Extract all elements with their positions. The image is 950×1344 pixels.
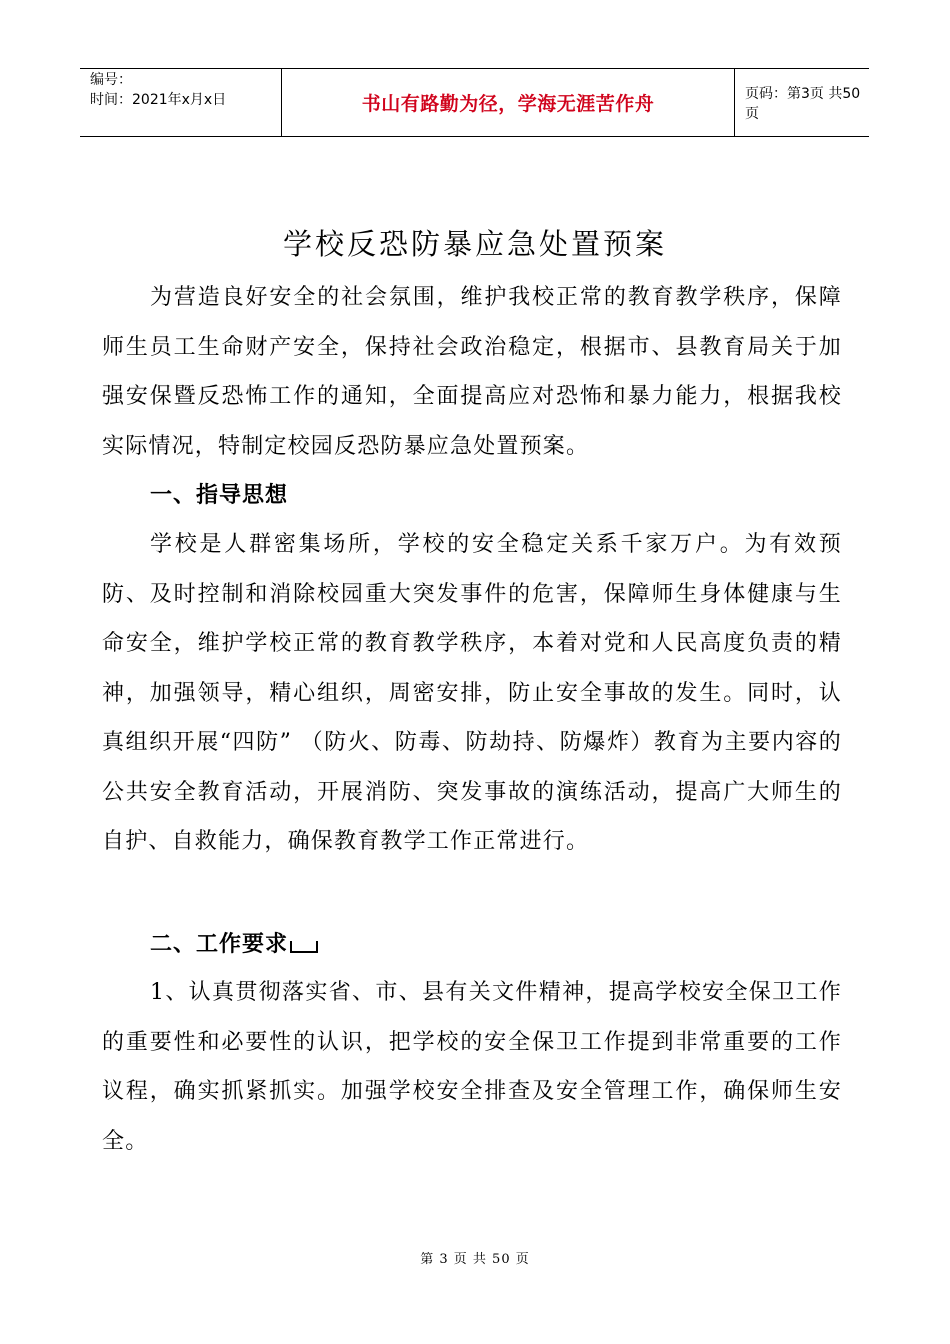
motto-text: 书山有路勤为径，学海无涯苦作舟 <box>361 93 655 115</box>
intro-paragraph: 为营造良好安全的社会氛围，维护我校正常的教育教学秩序，保障师生员工生命财产安全，保持社会政治稳定，根据市、县教育局关于加强安保暨反恐怖工作的通知，全面提高应对恐怖和暴力能力，根据我校实际情况，特制定校园反恐防暴应急处置预案。 <box>102 285 842 459</box>
section-heading-2-text: 二、工作要求 <box>150 932 289 957</box>
section-2-item-1: 1、认真贯彻落实省、市、县有关文件精神，提高学校安全保卫工作的重要性和必要性的认识，把学校的安全保卫工作提到非常重要的工作议程，确实抓紧抓实。加强学校安全排查及安全管理工作，确保师生安全。 <box>102 980 842 1154</box>
section-heading-1 <box>150 478 288 509</box>
header-page-cell <box>735 69 869 136</box>
header-motto-cell <box>281 69 735 136</box>
page-footer: 第 3 页 共 50 页 <box>420 1252 530 1267</box>
header-page-label: 页码：第3页 共50页 <box>745 85 861 122</box>
header-meta-cell <box>80 69 280 136</box>
paragraph-mark-icon <box>290 941 318 953</box>
section-heading-1-text: 一、指导思想 <box>150 483 289 508</box>
document-number-label: 编号： <box>90 72 132 88</box>
header-table <box>80 68 869 137</box>
section-1-paragraph: 学校是人群密集场所，学校的安全稳定关系千家万户。为有效预防、及时控制和消除校园重大突发事件的危害，保障师生身体健康与生命安全，维护学校正常的教育教学秩序，本着对党和人民高度负责的精神，加强领导，精心组织，周密安排，防止安全事故的发生。同时，认真组织开展“四防” （防火、防毒、防劫持、防爆炸）教育为主要内容的公共安全教育活动，开展消防、突发事故的演练活动，提高广大师生的自护、自救能力，确保教育教学工作正常进行。 <box>102 532 842 854</box>
document-title: 学校反恐防暴应急处置预案 <box>282 227 667 261</box>
document-time-label: 时间：2021年x月x日 <box>90 92 227 108</box>
section-heading-2 <box>150 927 318 958</box>
